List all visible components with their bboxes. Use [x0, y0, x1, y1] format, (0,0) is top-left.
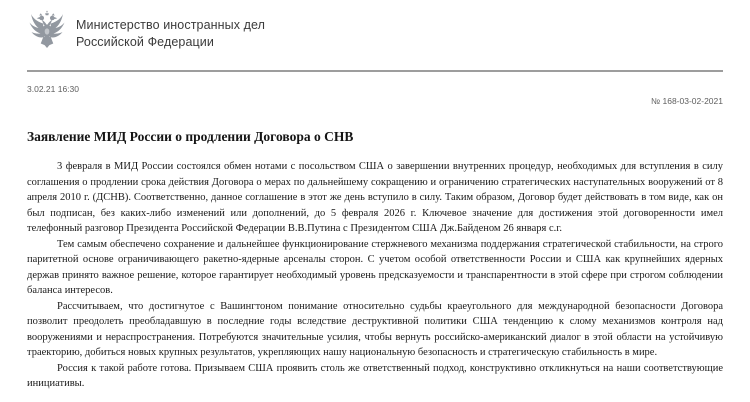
body-paragraph-1: 3 февраля в МИД России состоялся обмен нотами с посольством США о завершении внутренних процедур, необходимых для вступления в силу соглашения о продлении срока действия Договора о мерах по дальнейшему сокращению и ограничению стратегических наступательных вооружений от 8 апреля 2010 г. (ДСНВ). Соответственно, данное соглашение в этот же день вступило в силу. Таким образом, Договор будет действовать в том виде, как он был подписан, без каких-либо изменений или дополнений, до 5 февраля 2026 г. Ключевое значение для достижения этой договоренности имел телефонный разговор Президента Российской Федерации В.В.Путина с Президентом США Дж.Байденом 26 января с.г.	[27, 161, 723, 234]
page-header	[27, 10, 723, 52]
document-content	[27, 129, 723, 392]
ministry-name-line1: Министерство иностранных дел	[76, 18, 266, 32]
header-divider	[27, 70, 723, 72]
russia-coat-of-arms-icon	[27, 10, 67, 52]
document-number: № 168-03-02-2021	[651, 96, 723, 106]
ministry-name-line2: Российской Федерации	[76, 34, 214, 49]
body-paragraph-2: Тем самым обеспечено сохранение и дальнейшее функционирование стержневого механизма поддержания стратегической стабильности, на строго паритетной основе ограничивающего ракетно-ядерные арсеналы сторон. С учетом особой ответственности России и США как крупнейших ядерных держав принято важное решение, которое гарантирует необходимый уровень предсказуемости и транспарентности в этой сфере при строгом соблюдении баланса интересов.	[27, 238, 723, 296]
ministry-name	[76, 17, 265, 50]
body-paragraph-3: Рассчитываем, что достигнутое с Вашингтоном понимание относительно судьбы краеугольного для международной безопасности Договора позволит преодолеть преобладавшую в последние годы вследствие деструктивной политики США тенденцию к слому механизмов контроля над вооружениями и нераспространения. Потребуются значительные усилия, чтобы вернуть российско-американский диалог в этой области на устойчивую траекторию, добиться новых крупных результатов, укрепляющих нашу национальную безопасность и стратегическую стабильность в мире.	[27, 300, 723, 358]
body-paragraph-4: Россия к такой работе готова. Призываем США проявить столь же ответственный подход, конструктивно откликнуться на наши соответствующие инициативы.	[27, 362, 723, 389]
page-title: Заявление МИД России о продлении Договора о СНВ	[27, 129, 354, 144]
publish-datetime: 3.02.21 16:30	[27, 84, 79, 94]
